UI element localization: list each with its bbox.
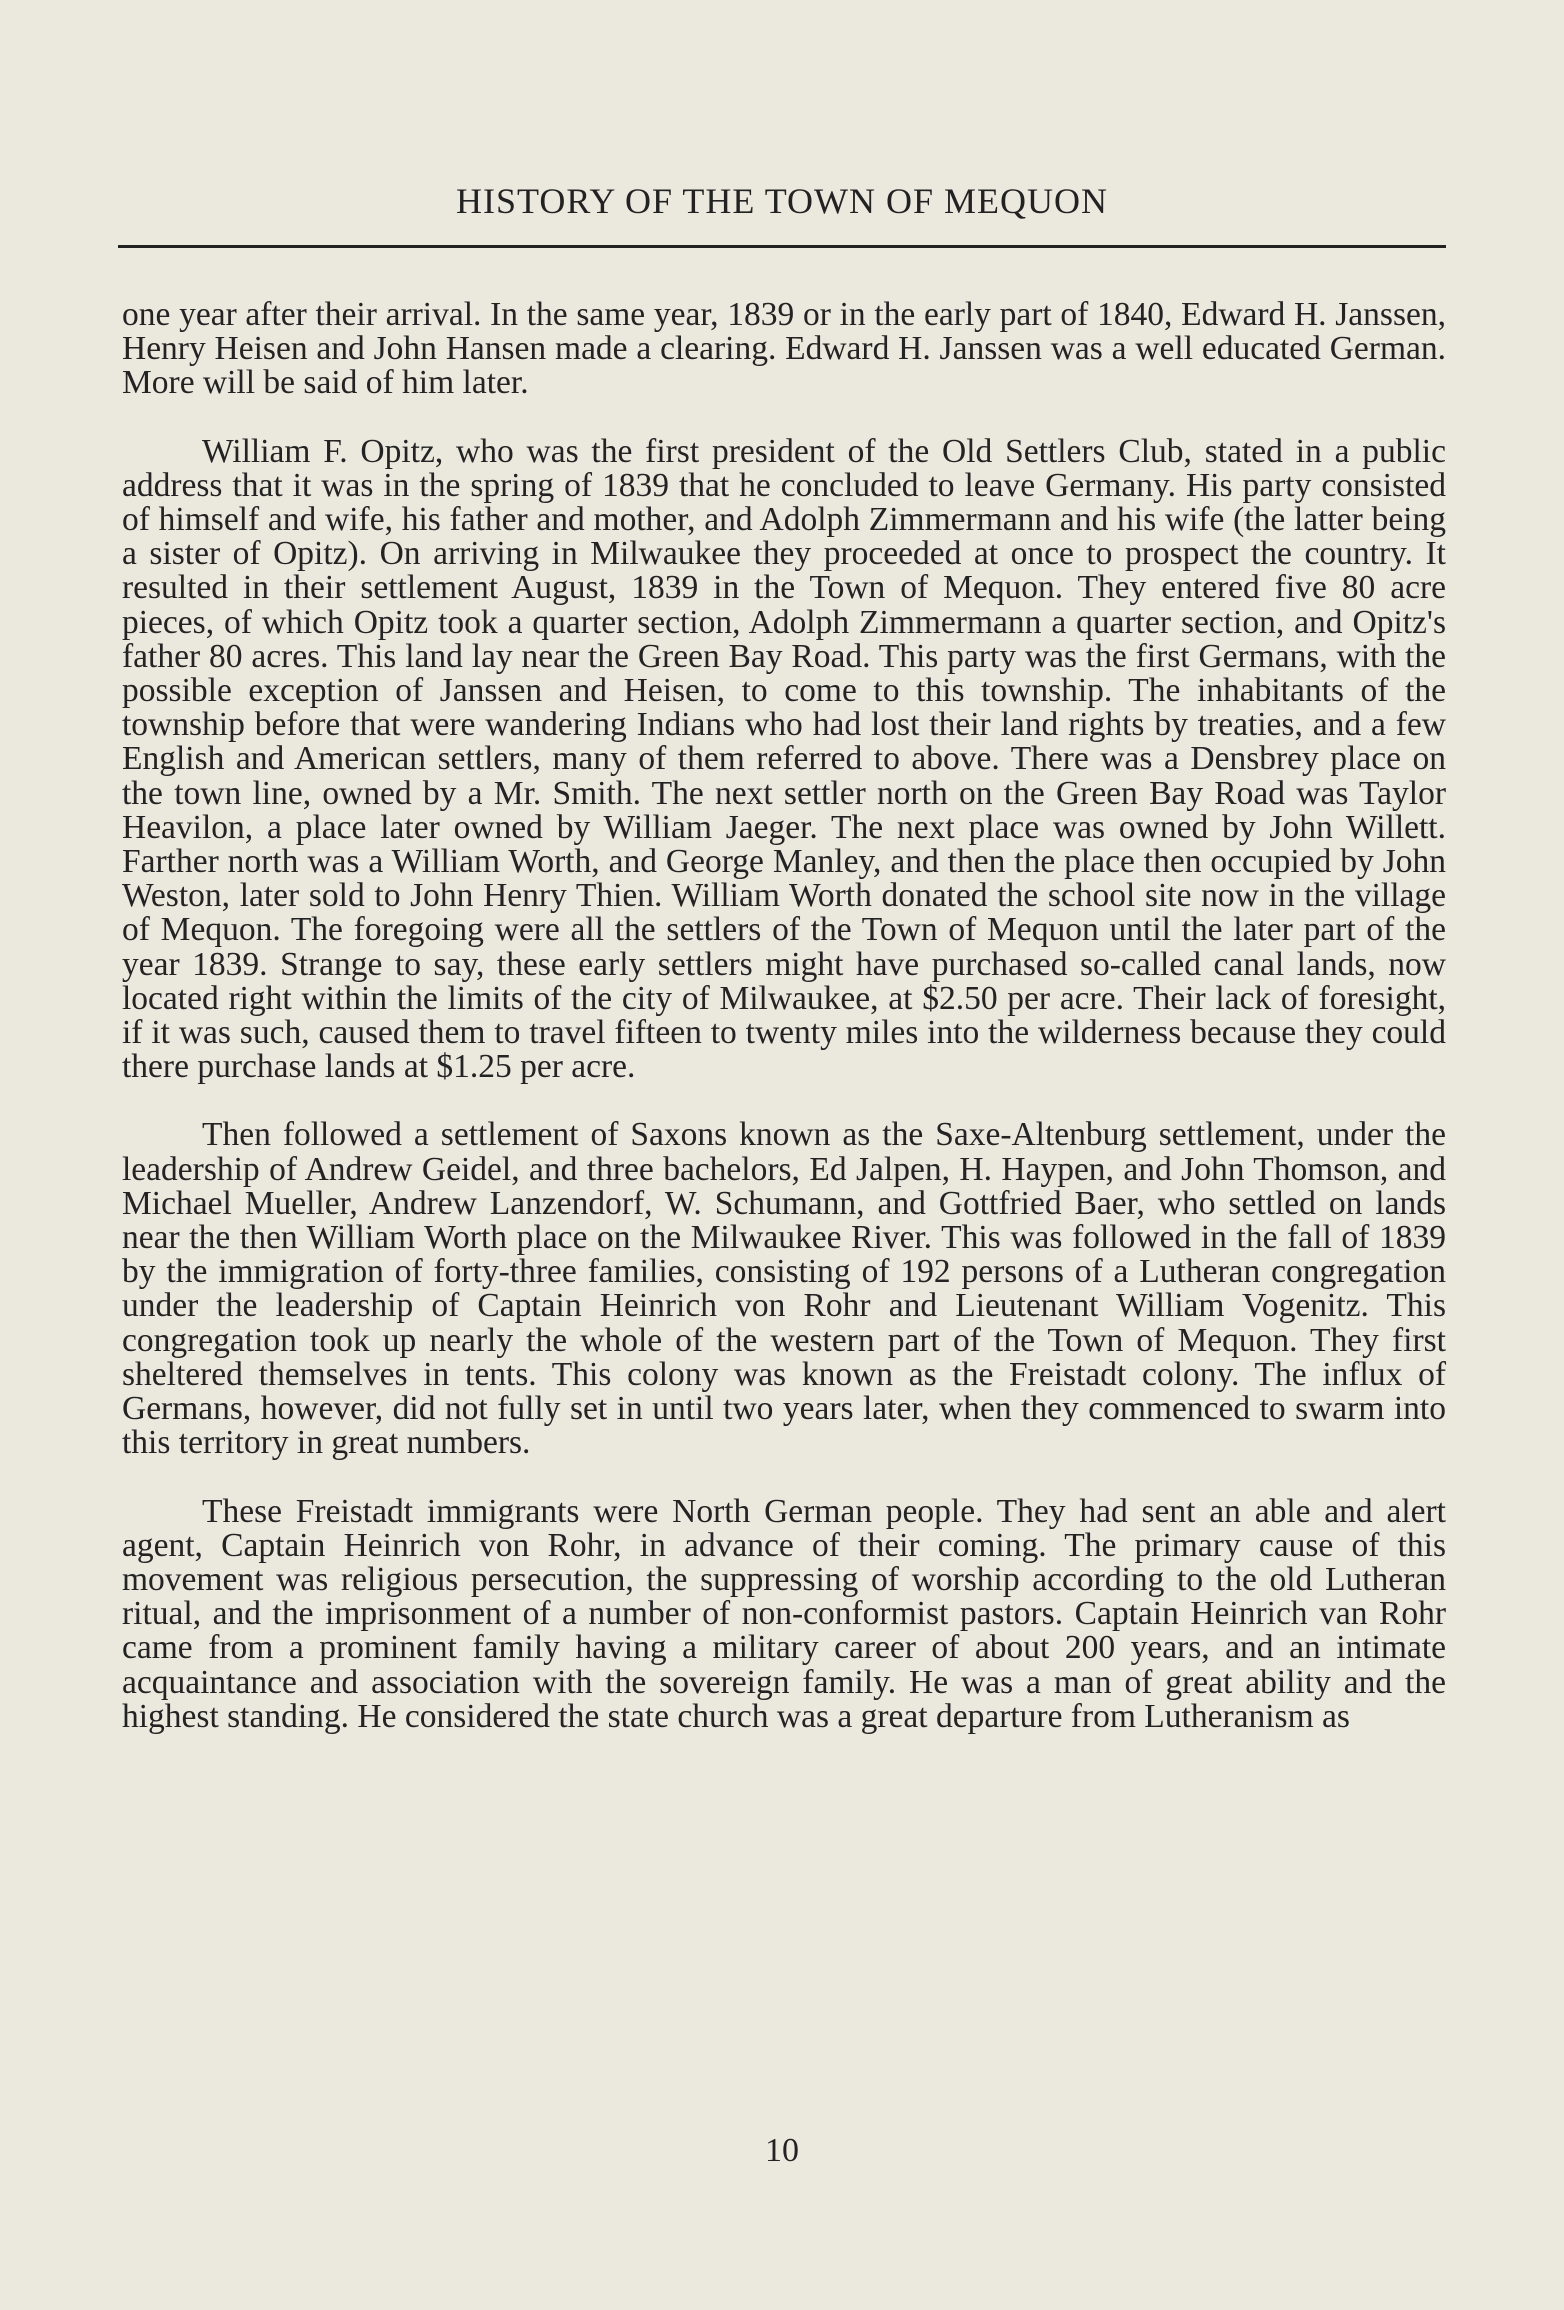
- header-rule: [118, 245, 1446, 248]
- page-number: 10: [765, 2132, 799, 2169]
- paragraph-1: one year after their arrival. In the same year, 1839 or in the early part of 1840, Edward H. Janssen, Henry Heisen and John Hansen made a clearing. Edward H. Janssen was a well educated German. More will be said of him later.: [122, 296, 1446, 402]
- paragraph-4: These Freistadt immigrants were North German people. They had sent an able and alert agent, Captain Heinrich von Rohr, in advance of their coming. The primary cause of this movement was religious persecution, the suppressing of worship according to the old Lutheran ritual, and the imprisonment of a number of non-conformist pastors. Captain Heinrich van Rohr came from a prominent family having a military career of about 200 years, and an intimate acquaintance and association with the sovereign family. He was a man of great ability and the highest standing. He considered the state church was a great departure from Lutheranism as: [122, 1492, 1446, 1735]
- body-text: [122, 298, 1446, 1734]
- paragraph-2: William F. Opitz, who was the first president of the Old Settlers Club, stated in a public address that it was in the spring of 1839 that he concluded to leave Germany. His party consisted of himself and wife, his father and mother, and Adolph Zimmermann and his wife (the latter being a sister of Opitz). On arriving in Milwaukee they proceeded at once to prospect the country. It resulted in their settlement August, 1839 in the Town of Mequon. They entered five 80 acre pieces, of which Opitz took a quarter section, Adolph Zimmermann a quarter section, and Opitz's father 80 acres. This land lay near the Green Bay Road. This party was the first Germans, with the possible exception of Janssen and Heisen, to come to this township. The inhabitants of the township before that were wandering Indians who had lost their land rights by treaties, and a few English and American settlers, many of them referred to above. There was a Densbrey place on the town line, owned by a Mr. Smith. The next settler north on the Green Bay Road was Taylor Heavilon, a place later owned by William Jaeger. The next place was owned by John Willett. Farther north was a William Worth, and George Manley, and then the place then occupied by John Weston, later sold to John Henry Thien. William Worth donated the school site now in the village of Mequon. The foregoing were all the settlers of the Town of Mequon until the later part of the year 1839. Strange to say, these early settlers might have purchased so-called canal lands, now located right within the limits of the city of Milwaukee, at $2.50 per acre. Their lack of foresight, if it was such, caused them to travel fifteen to twenty miles into the wilderness because they could there purchase lands at $1.25 per acre.: [122, 432, 1446, 1086]
- paragraph-3: Then followed a settlement of Saxons known as the Saxe-Altenburg settlement, under the leadership of Andrew Geidel, and three bachelors, Ed Jalpen, H. Haypen, and John Thomson, and Michael Mueller, Andrew Lanzendorf, W. Schumann, and Gottfried Baer, who settled on lands near the then William Worth place on the Milwaukee River. This was followed in the fall of 1839 by the immigration of forty-three families, consisting of 192 persons of a Lutheran congregation under the leadership of Captain Heinrich von Rohr and Lieutenant William Vogenitz. This congregation took up nearly the whole of the western part of the Town of Mequon. They first sheltered themselves in tents. This colony was known as the Freistadt colony. The influx of Germans, however, did not fully set in until two years later, when they commenced to swarm into this territory in great numbers.: [122, 1116, 1446, 1462]
- running-title: HISTORY OF THE TOWN OF MEQUON: [455, 181, 1109, 221]
